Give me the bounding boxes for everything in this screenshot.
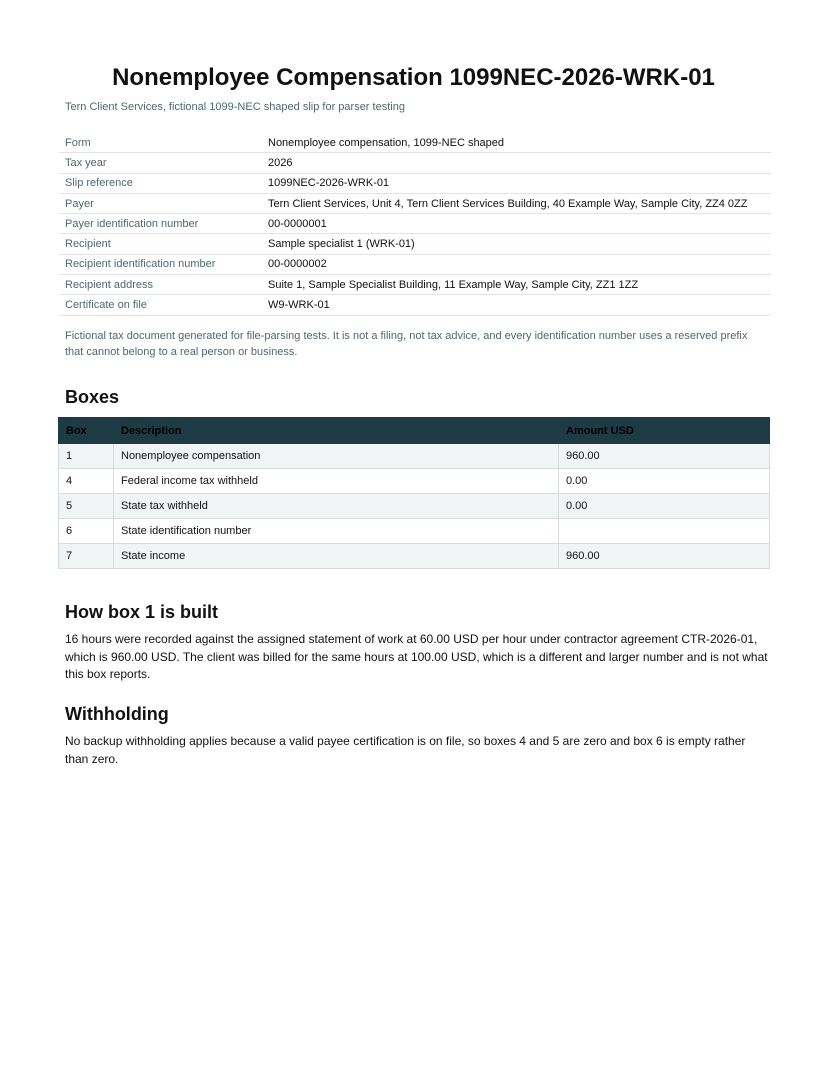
details-label: Certificate on file [59, 295, 262, 315]
details-row-slip-reference [59, 173, 771, 193]
details-row-recipient-address [59, 275, 771, 295]
box-amount: 0.00 [559, 494, 770, 519]
details-row-recipient-id [59, 254, 771, 274]
box-number: 4 [59, 469, 114, 494]
details-value: Tern Client Services, Unit 4, Tern Client Services Building, 40 Example Way, Sample City, ZZ4 0ZZ [262, 193, 771, 213]
details-label: Form [59, 133, 262, 153]
box-number: 5 [59, 494, 114, 519]
document-subtitle: Tern Client Services, fictional 1099-NEC shaped slip for parser testing [65, 101, 405, 113]
details-value: 2026 [262, 153, 771, 173]
boxes-header-row [59, 418, 770, 444]
box-description: Nonemployee compensation [114, 444, 559, 469]
document-title: Nonemployee Compensation 1099NEC-2026-WRK-01 [112, 64, 715, 91]
box-number: 6 [59, 519, 114, 544]
box-amount [559, 519, 770, 544]
box-amount: 0.00 [559, 469, 770, 494]
details-label: Tax year [59, 153, 262, 173]
box-description: State tax withheld [114, 494, 559, 519]
details-value: 00-0000001 [262, 214, 771, 234]
details-row-recipient [59, 234, 771, 254]
details-label: Payer identification number [59, 214, 262, 234]
column-header-description: Description [114, 418, 559, 444]
table-row [59, 519, 770, 544]
column-header-amount: Amount USD [559, 418, 770, 444]
box-number: 7 [59, 544, 114, 569]
box-description: State income [114, 544, 559, 569]
disclaimer-note: Fictional tax document generated for file-parsing tests. It is not a filing, not tax advice, and every identification number uses a reserved prefix that cannot belong to a real person or business. [65, 330, 748, 358]
details-label: Recipient identification number [59, 254, 262, 274]
details-row-tax-year [59, 153, 771, 173]
details-label: Slip reference [59, 173, 262, 193]
details-label: Payer [59, 193, 262, 213]
table-row [59, 444, 770, 469]
details-value: Suite 1, Sample Specialist Building, 11 Example Way, Sample City, ZZ1 1ZZ [262, 275, 771, 295]
box-amount: 960.00 [559, 544, 770, 569]
details-row-payer-id [59, 214, 771, 234]
table-row [59, 469, 770, 494]
details-row-certificate [59, 295, 771, 315]
details-table [59, 133, 771, 316]
section-body-withholding: No backup withholding applies because a valid payee certification is on file, so boxes 4 and 5 are zero and box 6 is empty rather than zero. [65, 734, 746, 766]
details-value: 00-0000002 [262, 254, 771, 274]
boxes-table [58, 417, 770, 569]
section-heading-withholding: Withholding [65, 704, 169, 724]
table-row [59, 544, 770, 569]
details-row-form [59, 133, 771, 153]
column-header-box: Box [59, 418, 114, 444]
details-value: W9-WRK-01 [262, 295, 771, 315]
box-description: Federal income tax withheld [114, 469, 559, 494]
details-value: Sample specialist 1 (WRK-01) [262, 234, 771, 254]
section-heading-box1: How box 1 is built [65, 602, 219, 622]
details-value: 1099NEC-2026-WRK-01 [262, 173, 771, 193]
table-row [59, 494, 770, 519]
details-label: Recipient [59, 234, 262, 254]
details-row-payer [59, 193, 771, 213]
section-body-box1: 16 hours were recorded against the assigned statement of work at 60.00 USD per hour under contractor agreement CTR-2026-01, which is 960.00 USD. The client was billed for the same hours at 100.00 USD, which is a different and larger number and is not what this box reports. [65, 632, 768, 681]
details-value: Nonemployee compensation, 1099-NEC shaped [262, 133, 771, 153]
box-description: State identification number [114, 519, 559, 544]
box-number: 1 [59, 444, 114, 469]
details-label: Recipient address [59, 275, 262, 295]
box-amount: 960.00 [559, 444, 770, 469]
boxes-heading: Boxes [65, 387, 120, 407]
